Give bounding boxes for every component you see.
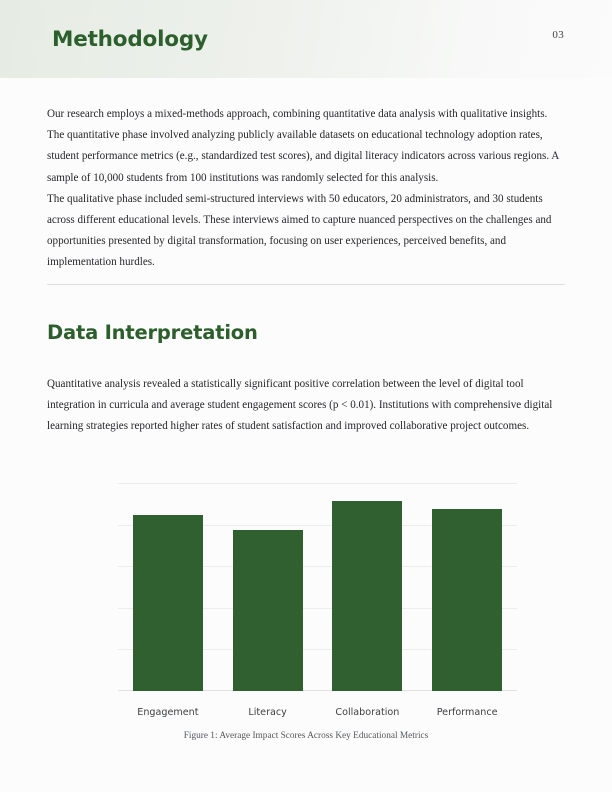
- chart-x-tick-label: Literacy: [248, 707, 287, 718]
- methodology-paragraph-2: The qualitative phase included semi-structured interviews with 50 educators, 20 administrators, and 30 students across different educational levels. These interviews aimed to capture nuanced perspectives on the challenges and opportunities presented by digital transformation, focusing on user experiences, perceived benefits, and implementation hurdles.: [47, 192, 552, 269]
- document-content: [47, 104, 565, 437]
- figure-caption: Figure 1: Average Impact Scores Across Key Educational Metrics: [183, 731, 429, 741]
- chart-bar: [233, 530, 303, 691]
- data-interpretation-paragraph: Quantitative analysis revealed a statistically significant positive correlation between the level of digital tool integration in curricula and average student engagement scores (p < 0.01). Institutions with comprehensive digital learning strategies reported higher rates of student satisfaction and improved collaborative project outcomes.: [47, 377, 553, 433]
- chart-x-tick-label: Performance: [436, 707, 498, 718]
- page-number: 03: [552, 29, 564, 41]
- chart-gridline: [118, 483, 517, 484]
- page-title: Methodology: [52, 27, 208, 52]
- chart-bar: [133, 515, 203, 691]
- methodology-paragraph-1: Our research employs a mixed-methods approach, combining quantitative data analysis with qualitative insights. The quantitative phase involved analyzing publicly available datasets on educational technology adoption rates, student performance metrics (e.g., standardized test scores), and digital literacy indicators across various regions. A sample of 10,000 students from 100 institutions was randomly selected for this analysis.: [47, 108, 559, 184]
- chart-plot-area: [118, 483, 517, 718]
- chart-x-tick-label: Collaboration: [335, 707, 400, 718]
- section-heading-data-interpretation: Data Interpretation: [47, 320, 258, 344]
- chart-x-tick-label: Engagement: [137, 707, 199, 718]
- bar-chart: [0, 472, 612, 732]
- chart-bar: [332, 501, 402, 691]
- chart-bar: [432, 509, 502, 691]
- section-divider: [47, 284, 565, 285]
- page-header: [0, 0, 612, 78]
- figure-1: [0, 472, 612, 741]
